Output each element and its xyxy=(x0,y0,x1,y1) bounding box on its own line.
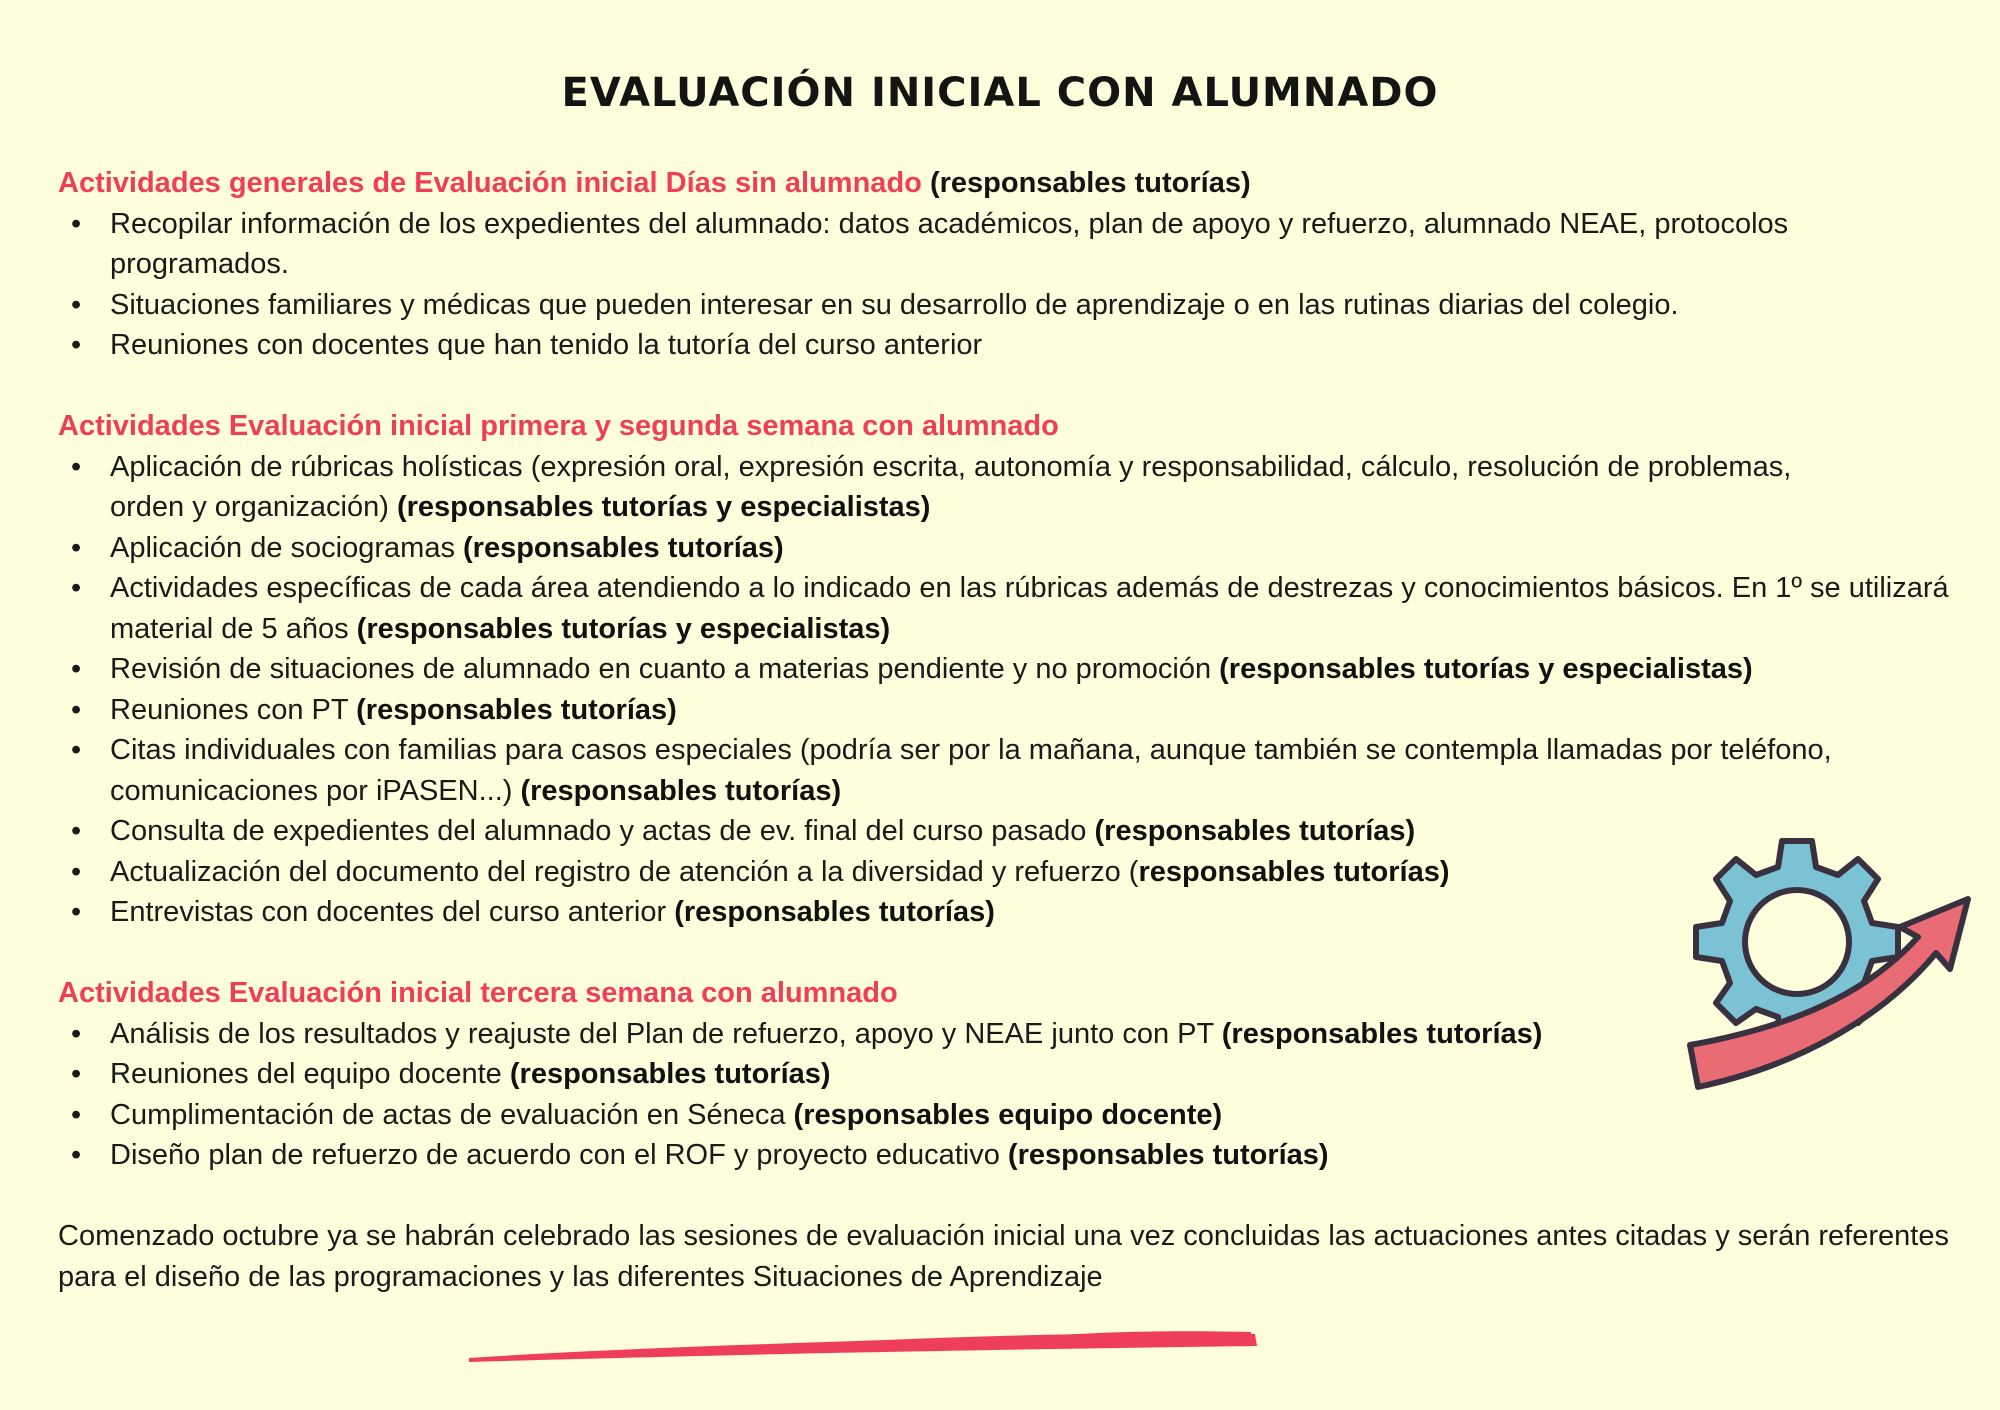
item-responsables: (responsables tutorías y especialistas) xyxy=(1219,653,1753,685)
section-heading xyxy=(58,406,1958,447)
list-item xyxy=(58,690,1958,731)
document-body xyxy=(58,163,1958,1297)
item-text: Reuniones del equipo docente xyxy=(110,1058,510,1090)
gear-hole xyxy=(1745,890,1849,994)
list-item xyxy=(58,852,1958,893)
section-heading-text: Actividades Evaluación inicial primera y segunda semana con alumnado xyxy=(58,410,1059,442)
item-text: Recopilar información de los expedientes del alumnado: datos académicos, plan de apoyo y refuerzo, alumnado NEAE, protocolos programados. xyxy=(110,207,1789,280)
item-text: Consulta de expedientes del alumnado y actas de ev. final del curso pasado xyxy=(110,815,1095,847)
bullet-icon: • xyxy=(71,1098,82,1131)
item-responsables: (responsables tutorías) xyxy=(356,693,677,726)
section-dias-sin-alumnado xyxy=(58,163,1958,366)
gear-arrow-illustration xyxy=(1680,835,1980,1095)
section-heading-text: Actividades Evaluación inicial tercera semana con alumnado xyxy=(58,977,898,1009)
section-heading-responsables: (responsables tutorías) xyxy=(929,167,1251,199)
item-responsables: (responsables tutorías) xyxy=(463,531,784,564)
item-responsables: (responsables tutorías) xyxy=(1094,815,1416,847)
item-responsables: (responsables tutorías) xyxy=(509,1058,831,1090)
item-responsables: responsables tutorías) xyxy=(1138,855,1450,888)
item-responsables: (responsables tutorías) xyxy=(1007,1139,1329,1171)
closing-paragraph: Comenzado octubre ya se habrán celebrado las sesiones de evaluación inicial una vez concluidas las actuaciones antes citadas y serán referentes para el diseño de las programaciones y las diferentes Situaciones de Aprendizaje xyxy=(58,1220,1949,1293)
bullet-icon: • xyxy=(71,896,82,928)
list-item xyxy=(58,528,1958,569)
item-text: Reuniones con PT xyxy=(110,693,357,726)
item-responsables: (responsables tutorías) xyxy=(674,896,995,928)
item-text: Análisis de los resultados y reajuste del Plan de refuerzo, apoyo y NEAE junto con PT xyxy=(110,1017,1222,1050)
bullet-icon: • xyxy=(71,734,82,766)
bullet-icon: • xyxy=(71,572,82,604)
item-responsables: (responsables tutorías) xyxy=(1221,1017,1543,1050)
bullet-icon: • xyxy=(71,1017,82,1050)
section-heading xyxy=(58,973,1958,1014)
item-text: Revisión de situaciones de alumnado en cuanto a materias pendiente y no promoción xyxy=(110,653,1220,685)
bullet-icon: • xyxy=(71,1058,82,1090)
list-item xyxy=(58,649,1958,690)
item-responsables: (responsables tutorías y especialistas) xyxy=(356,612,891,645)
item-text: Actividades específicas de cada área atendiendo a lo indicado en las rúbricas además de destrezas y conocimientos básicos. En 1º se utilizará material de 5 años xyxy=(110,572,1949,645)
section-heading xyxy=(58,163,1958,204)
bullet-icon: • xyxy=(71,693,82,726)
activity-list xyxy=(58,204,1958,366)
list-item xyxy=(58,730,1958,811)
page-title: EVALUACIÓN INICIAL CON ALUMNADO xyxy=(561,70,1439,116)
item-text: Citas individuales con familias para casos especiales (podría ser por la mañana, aunque también se contempla llamadas por teléfono, comunicaciones por iPASEN...) xyxy=(110,734,1832,807)
section-primera-segunda-semana xyxy=(58,406,1958,933)
list-item xyxy=(58,892,1958,933)
section-heading-text: Actividades generales de Evaluación inicial Días sin alumnado xyxy=(58,167,922,199)
item-responsables: (responsables equipo docente) xyxy=(793,1098,1223,1131)
list-item xyxy=(58,325,1958,366)
item-text: Situaciones familiares y médicas que pueden interesar en su desarrollo de aprendizaje o en las rutinas diarias del colegio. xyxy=(110,288,1679,321)
item-responsables: (responsables tutorías y especialistas) xyxy=(396,491,931,523)
bullet-icon: • xyxy=(71,329,82,361)
bullet-icon: • xyxy=(71,288,82,321)
list-item xyxy=(58,1054,1958,1095)
bullet-icon: • xyxy=(71,450,82,483)
activity-list xyxy=(58,1014,1958,1176)
bullet-icon: • xyxy=(71,207,82,240)
item-text: Aplicación de sociogramas xyxy=(110,531,464,564)
list-item xyxy=(58,568,1958,649)
list-item xyxy=(58,811,1958,852)
bullet-icon: • xyxy=(71,815,82,847)
list-item xyxy=(58,1014,1958,1055)
activity-list xyxy=(58,447,1958,933)
list-item xyxy=(58,1095,1958,1136)
bullet-icon: • xyxy=(71,855,82,888)
item-text: Actualización del documento del registro de atención a la diversidad y refuerzo ( xyxy=(110,855,1139,888)
item-text: Cumplimentación de actas de evaluación en Séneca xyxy=(110,1098,794,1131)
item-text: Reuniones con docentes que han tenido la tutoría del curso anterior xyxy=(110,329,983,361)
list-item xyxy=(58,204,1958,285)
bullet-icon: • xyxy=(71,531,82,564)
item-text: Diseño plan de refuerzo de acuerdo con el ROF y proyecto educativo xyxy=(110,1139,1008,1171)
list-item xyxy=(58,1135,1958,1176)
list-item xyxy=(58,447,1958,528)
section-tercera-semana xyxy=(58,973,1958,1176)
bullet-icon: • xyxy=(71,1139,82,1171)
item-text: Aplicación de rúbricas holísticas (expresión oral, expresión escrita, autonomía y responsabilidad, cálculo, resolución de problemas, orden y organización) xyxy=(110,450,1792,523)
list-item xyxy=(58,285,1958,326)
item-text: Entrevistas con docentes del curso anterior xyxy=(110,896,675,928)
brush-stroke-decoration xyxy=(465,1322,1265,1362)
bullet-icon: • xyxy=(71,653,82,685)
item-responsables: (responsables tutorías) xyxy=(520,774,842,807)
